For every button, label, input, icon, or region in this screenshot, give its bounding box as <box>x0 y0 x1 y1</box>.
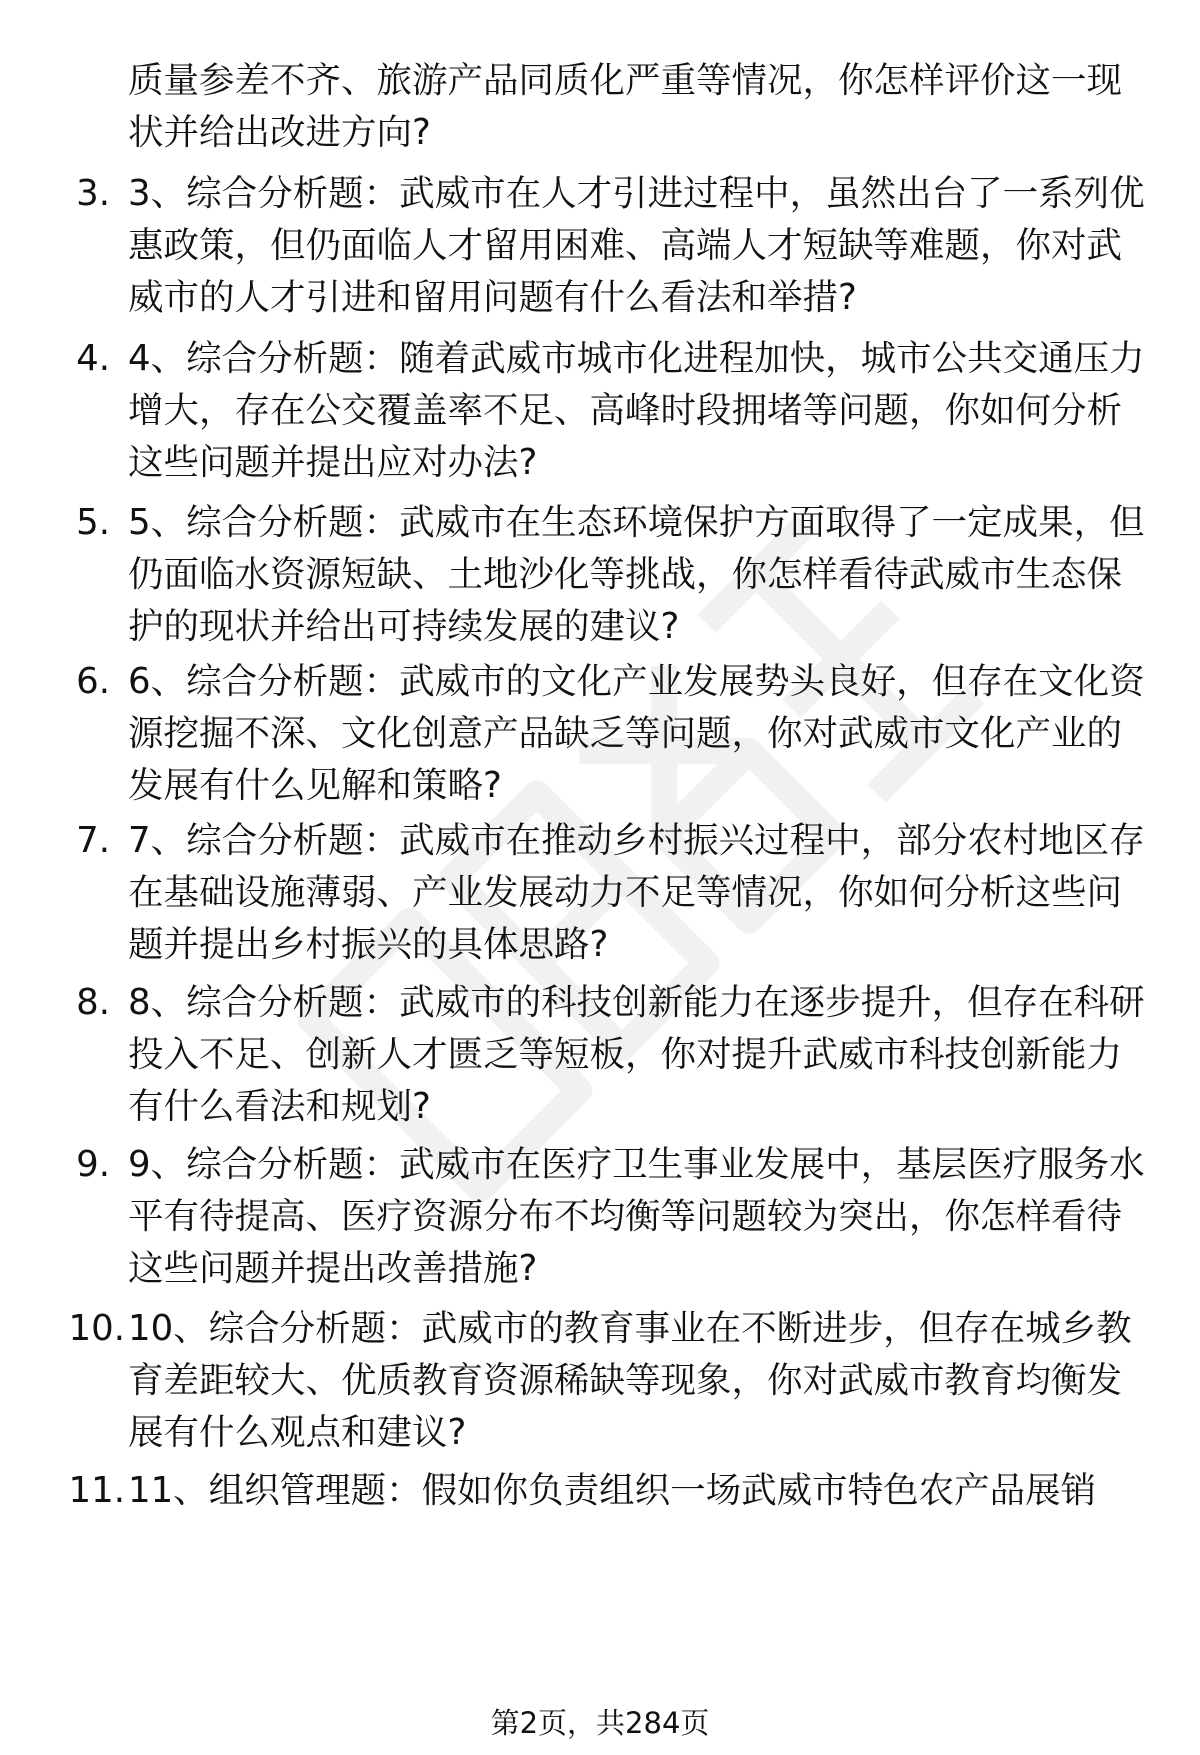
list-item-text: 6、综合分析题：武威市的文化产业发展势头良好，但存在文化资 源挖掘不深、文化创意产品缺乏等问题，你对武威市文化产业的 发展有什么见解和策略? <box>128 661 1145 806</box>
list-item-number: 9. <box>76 1144 110 1185</box>
list-item-number: 8. <box>76 982 110 1023</box>
list-item-number: 6. <box>76 661 110 702</box>
list-item-text: 5、综合分析题：武威市在生态环境保护方面取得了一定成果，但 仍面临水资源短缺、土地沙化等挑战，你怎样看待武威市生态保 护的现状并给出可持续发展的建议? <box>128 502 1145 647</box>
list-item-text: 11、组织管理题：假如你负责组织一场武威市特色农产品展销 <box>128 1470 1097 1511</box>
list-item-number: 7. <box>76 820 110 861</box>
list-item-number: 11. <box>68 1470 125 1511</box>
list-item-text: 3、综合分析题：武威市在人才引进过程中，虽然出台了一系列优 惠政策，但仍面临人才留用困难、高端人才短缺等难题，你对武 威市的人才引进和留用问题有什么看法和举措? <box>128 173 1145 318</box>
list-item-text: 9、综合分析题：武威市在医疗卫生事业发展中，基层医疗服务水 平有待提高、医疗资源分布不均衡等问题较为突出，你怎样看待 这些问题并提出改善措施? <box>128 1144 1145 1289</box>
list-item-number: 5. <box>76 502 110 543</box>
list-item-text: 8、综合分析题：武威市的科技创新能力在逐步提升，但存在科研 投入不足、创新人才匮乏等短板，你对提升武威市科技创新能力 有什么看法和规划? <box>128 982 1145 1127</box>
page-footer: 第2页，共284页 <box>490 1706 710 1740</box>
continuation-paragraph: 质量参差不齐、旅游产品同质化严重等情况，你怎样评价这一现 状并给出改进方向? <box>128 60 1123 153</box>
list-item-text: 10、综合分析题：武威市的教育事业在不断进步，但存在城乡教 育差距较大、优质教育资源稀缺等现象，你对武威市教育均衡发 展有什么观点和建议? <box>128 1308 1132 1453</box>
list-item-number: 10. <box>68 1308 125 1349</box>
list-item-text: 7、综合分析题：武威市在推动乡村振兴过程中，部分农村地区存 在基础设施薄弱、产业发展动力不足等情况，你如何分析这些问 题并提出乡村振兴的具体思路? <box>128 820 1145 965</box>
list-item-number: 3. <box>76 173 110 214</box>
list-item-number: 4. <box>76 338 110 379</box>
list-item-text: 4、综合分析题：随着武威市城市化进程加快，城市公共交通压力 增大，存在公交覆盖率不足、高峰时段拥堵等问题，你如何分析 这些问题并提出应对办法? <box>128 338 1145 483</box>
